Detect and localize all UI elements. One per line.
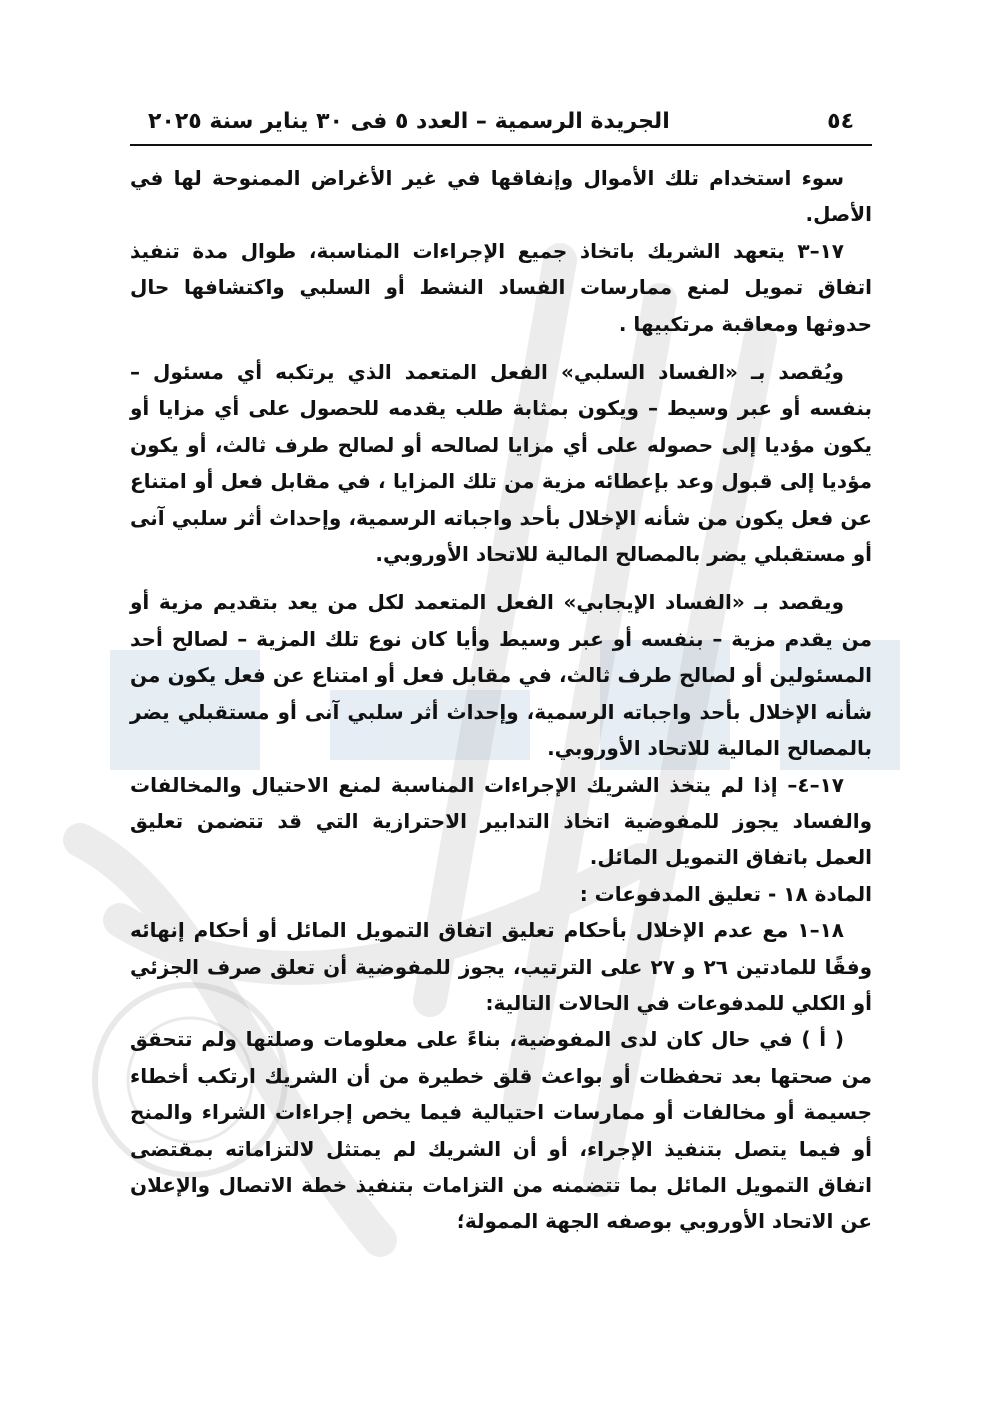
paragraph-17-3: ١٧–٣ يتعهد الشريك باتخاذ جميع الإجراءات المناسبة، طوال مدة تنفيذ اتفاق تمويل لمنع ممارسات الفساد النشط أو السلبي واكتشافها حال حدوثها ومعاقبة مرتكبيها .: [130, 238, 872, 336]
paragraph-continuation: سوء استخدام تلك الأموال وإنفاقها في غير الأغراض الممنوحة لها في الأصل.: [130, 166, 872, 227]
document-body: [130, 160, 872, 1240]
paragraph-active-corruption: ويقصد بـ «الفساد الإيجابي» الفعل المتعمد لكل من يعد بتقديم مزية أو من يقدم مزية – بنفسه أو عبر وسيط وأيا كان نوع تلك المزية – لصالح أحد المسئولين أو لصالح طرف ثالث، في مقابل فعل أو امتناع عن فعل يكون من شأنه الإخلال بأحد واجباته الرسمية، وإحداث أثر سلبي آنى أو مستقبلي يضر بالمصالح المالية للاتحاد الأوروبي.: [130, 590, 872, 761]
paragraph-passive-corruption: ويُقصد بـ «الفساد السلبي» الفعل المتعمد الذي يرتكبه أي مسئول – بنفسه أو عبر وسيط – ويكون بمثابة طلب يقدمه للحصول على أي مزايا أو يكون مؤديا إلى حصوله على أي مزايا لصالحه أو لصالح طرف ثالث، أو يكون مؤديا إلى قبول وعد بإعطائه مزية من تلك المزايا ، في مقابل فعل أو امتناع عن فعل يكون من شأنه الإخلال بأحد واجباته الرسمية، وإحداث أثر سلبي آنى أو مستقبلي يضر بالمصالح المالية للاتحاد الأوروبي.: [130, 360, 872, 567]
page-number: ٥٤: [827, 109, 854, 134]
document-page: [130, 108, 872, 1240]
page-header: [130, 108, 872, 146]
paragraph-18-1-a: ( أ ) في حال كان لدى المفوضية، بناءً على معلومات وصلتها ولم تتحقق من صحتها بعد تحفظات أو بواعث قلق خطيرة من أن الشريك ارتكب أخطاء جسيمة أو مخالفات أو ممارسات احتيالية فيما يخص إجراءات الشراء والمنح أو فيما يتصل بتنفيذ الإجراء، أو أن الشريك لم يمتثل لالتزاماته بمقتضى اتفاق التمويل المائل بما تتضمنه من التزامات بتنفيذ خطة الاتصال والإعلان عن الاتحاد الأوروبي بوصفه الجهة الممولة؛: [130, 1027, 872, 1234]
article-18-heading: المادة ١٨ - تعليق المدفوعات :: [579, 881, 872, 906]
paragraph-17-4: ١٧–٤– إذا لم يتخذ الشريك الإجراءات المناسبة لمنع الاحتيال والمخالفات والفساد يجوز للمفوضية اتخاذ التدابير الاحترازية التي قد تتضمن تعليق العمل باتفاق التمويل المائل.: [130, 772, 872, 870]
paragraph-18-1: ١٨–١ مع عدم الإخلال بأحكام تعليق اتفاق التمويل المائل أو أحكام إنهائه وفقًا للمادتين ٢٦ و ٢٧ على الترتيب، يجوز للمفوضية أن تعلق صرف الجزئي أو الكلي للمدفوعات في الحالات التالية:: [130, 918, 873, 1015]
gazette-title: الجريدة الرسمية – العدد ٥ فى ٣٠ يناير سنة ٢٠٢٥: [148, 109, 670, 134]
